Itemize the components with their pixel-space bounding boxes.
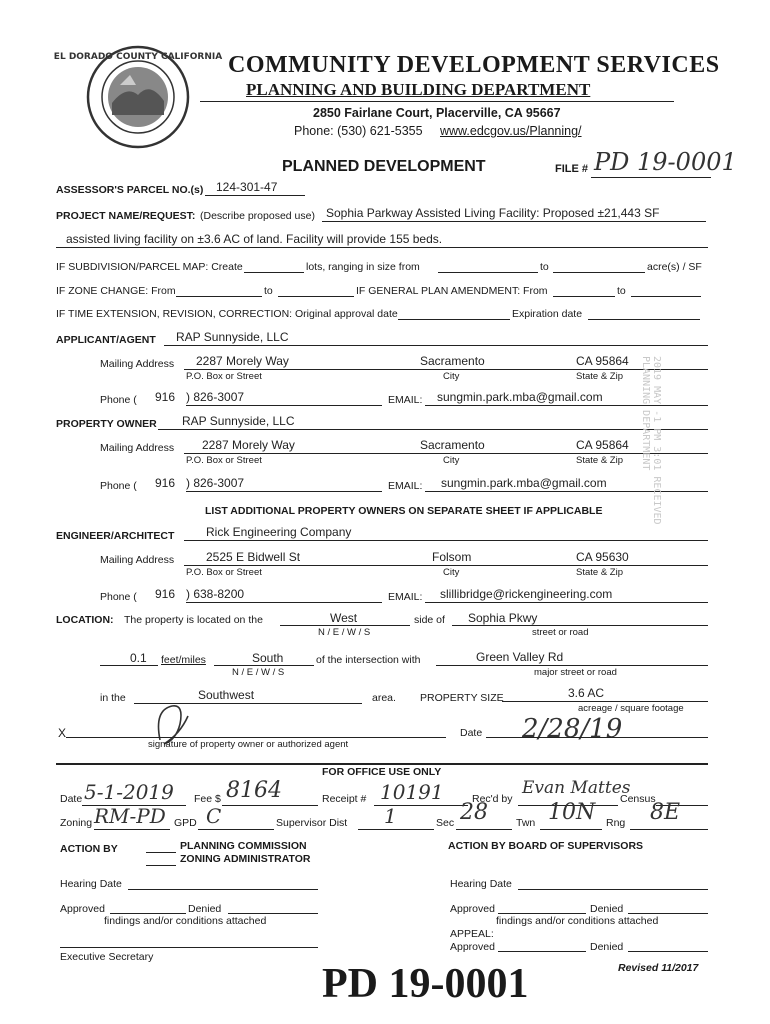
location-road-value[interactable]: Sophia Pkwy	[468, 611, 538, 625]
revised-label: Revised 11/2017	[618, 962, 699, 974]
zoning-administrator-option[interactable]: ZONING ADMINISTRATOR	[180, 853, 311, 865]
location-side-value[interactable]: West	[330, 611, 358, 625]
owner-state-label: State & Zip	[576, 455, 623, 466]
zoning-handwritten: RM-PD	[94, 804, 166, 828]
pc-hearing-date-label: Hearing Date	[60, 878, 122, 890]
department-address: 2850 Fairlane Court, Placerville, CA 95667	[313, 106, 561, 120]
owner-city[interactable]: Sacramento	[420, 438, 485, 452]
owner-state[interactable]: CA 95864	[576, 438, 629, 452]
supervisor-dist-handwritten: 1	[384, 804, 397, 828]
office-date-label: Date	[60, 793, 83, 805]
additional-owners-note: LIST ADDITIONAL PROPERTY OWNERS ON SEPARATE SHEET IF APPLICABLE	[205, 505, 603, 517]
pc-findings-label: findings and/or conditions attached	[104, 915, 267, 927]
board-action-label: ACTION BY BOARD OF SUPERVISORS	[448, 840, 644, 852]
sec-handwritten: 28	[460, 800, 488, 825]
expiration-label: Expiration date	[512, 308, 583, 320]
file-label: FILE #	[555, 163, 589, 175]
side-of-label: side of	[414, 614, 445, 626]
seal-text: EL DORADO COUNTY CALIFORNIA	[53, 52, 223, 62]
engineer-po-label: P.O. Box or Street	[186, 567, 262, 578]
area-value[interactable]: Southwest	[198, 688, 255, 702]
gpd-label: GPD	[174, 817, 197, 829]
applicant-street[interactable]: 2287 Morely Way	[196, 354, 289, 368]
x-mark: X	[58, 726, 67, 740]
area-label: area.	[372, 692, 396, 704]
pc-denied-label: Denied	[188, 903, 222, 915]
in-the-label: in the	[100, 692, 126, 704]
subdivision-unit-label: acre(s) / SF	[647, 261, 702, 273]
appeal-label: APPEAL:	[450, 928, 494, 940]
subdivision-to-label: to	[540, 261, 549, 273]
recd-by-handwritten: Evan Mattes	[522, 778, 631, 798]
engineer-city-label: City	[443, 567, 460, 578]
project-line-2[interactable]: assisted living facility on ±3.6 AC of land. Facility will provide 155 beds.	[66, 232, 443, 246]
owner-label: PROPERTY OWNER	[56, 418, 157, 430]
applicant-phone-label: Phone (	[100, 394, 137, 406]
department-phone: Phone: (530) 621-5355	[294, 124, 423, 138]
engineer-city[interactable]: Folsom	[432, 550, 472, 564]
owner-email[interactable]: sungmin.park.mba@gmail.com	[441, 476, 607, 490]
owner-email-label: EMAIL:	[388, 480, 423, 492]
project-label: PROJECT NAME/REQUEST:	[56, 210, 196, 222]
engineer-email-label: EMAIL:	[388, 591, 423, 603]
signature-date-handwritten[interactable]: 2/28/19	[522, 714, 623, 744]
applicant-state-label: State & Zip	[576, 371, 623, 382]
project-desc-label: (Describe proposed use)	[200, 210, 315, 222]
engineer-area-code[interactable]: 916	[155, 587, 176, 601]
census-label: Census	[620, 793, 656, 805]
pc-approved-label: Approved	[60, 903, 105, 915]
engineer-state-label: State & Zip	[576, 567, 623, 578]
owner-street[interactable]: 2287 Morely Way	[202, 438, 295, 452]
bos-findings-label: findings and/or conditions attached	[496, 915, 659, 927]
property-size-label: PROPERTY SIZE	[420, 692, 504, 704]
engineer-value[interactable]: Rick Engineering Company	[206, 525, 352, 539]
zoning-label: Zoning	[60, 817, 93, 829]
gpa-label: IF GENERAL PLAN AMENDMENT: From	[356, 285, 548, 297]
office-date-handwritten: 5-1-2019	[84, 780, 174, 804]
major-street-label: major street or road	[534, 667, 617, 678]
website-link[interactable]: www.edcgov.us/Planning/	[440, 124, 582, 138]
engineer-email[interactable]: slillibridge@rickengineering.com	[440, 587, 613, 601]
engineer-phone[interactable]: ) 638-8200	[186, 587, 245, 601]
applicant-label: APPLICANT/AGENT	[56, 334, 156, 346]
agency-title: COMMUNITY DEVELOPMENT SERVICES	[228, 52, 720, 78]
applicant-mailing-label: Mailing Address	[100, 358, 175, 370]
applicant-phone[interactable]: ) 826-3007	[186, 390, 245, 404]
applicant-po-label: P.O. Box or Street	[186, 371, 262, 382]
supervisor-dist-label: Supervisor Dist	[276, 817, 348, 829]
subdivision-label: IF SUBDIVISION/PARCEL MAP: Create	[56, 261, 243, 273]
rng-handwritten: 8E	[650, 800, 681, 825]
gpd-handwritten: C	[206, 804, 222, 828]
fee-handwritten: 8164	[226, 778, 282, 803]
owner-mailing-label: Mailing Address	[100, 442, 175, 454]
appeal-approved-label: Approved	[450, 941, 495, 953]
subdivision-range-label: lots, ranging in size from	[306, 261, 420, 273]
project-line-1[interactable]: Sophia Parkway Assisted Living Facility: Proposed ±21,443 SF	[326, 206, 660, 220]
owner-value[interactable]: RAP Sunnyside, LLC	[182, 414, 295, 428]
owner-po-label: P.O. Box or Street	[186, 455, 262, 466]
zone-change-to-label: to	[264, 285, 273, 297]
property-size-value[interactable]: 3.6 AC	[568, 686, 605, 700]
street-or-road-label: street or road	[532, 627, 589, 638]
recd-by-label: Rec'd by	[472, 793, 513, 805]
engineer-phone-label: Phone (	[100, 591, 137, 603]
distance-value[interactable]: 0.1	[130, 651, 147, 665]
department-title: PLANNING AND BUILDING DEPARTMENT	[246, 80, 591, 99]
apn-label: ASSESSOR'S PARCEL NO.(s)	[56, 184, 204, 196]
applicant-state[interactable]: CA 95864	[576, 354, 629, 368]
bos-hearing-date-label: Hearing Date	[450, 878, 512, 890]
planning-commission-option[interactable]: PLANNING COMMISSION	[180, 840, 307, 852]
zone-change-label: IF ZONE CHANGE: From	[56, 285, 176, 297]
owner-phone-label: Phone (	[100, 480, 137, 492]
intersection-label: of the intersection with	[316, 654, 421, 666]
applicant-email-label: EMAIL:	[388, 394, 423, 406]
applicant-area-code[interactable]: 916	[155, 390, 176, 404]
time-extension-label: IF TIME EXTENSION, REVISION, CORRECTION: Original approval date	[56, 308, 398, 320]
receipt-handwritten: 10191	[380, 780, 444, 804]
applicant-city-label: City	[443, 371, 460, 382]
applicant-email[interactable]: sungmin.park.mba@gmail.com	[437, 390, 603, 404]
applicant-value[interactable]: RAP Sunnyside, LLC	[176, 330, 289, 344]
engineer-street[interactable]: 2525 E Bidwell St	[206, 550, 301, 564]
owner-phone[interactable]: ) 826-3007	[186, 476, 245, 490]
engineer-label: ENGINEER/ARCHITECT	[56, 530, 175, 542]
owner-area-code[interactable]: 916	[155, 476, 176, 490]
twn-label: Twn	[516, 817, 536, 829]
form-title: PLANNED DEVELOPMENT	[282, 158, 486, 175]
rng-label: Rng	[606, 817, 626, 829]
action-by-label: ACTION BY	[60, 843, 118, 855]
sec-label: Sec	[436, 817, 455, 829]
direction-nesw-label: N / E / W / S	[232, 667, 285, 678]
location-label: LOCATION:	[56, 614, 114, 626]
acreage-label: acreage / square footage	[578, 703, 684, 714]
engineer-mailing-label: Mailing Address	[100, 554, 175, 566]
twn-handwritten: 10N	[548, 800, 596, 825]
received-stamp: 2019 MAY -1 PM 3:01 RECEIVED PLANNING DEPARTMENT	[640, 356, 662, 525]
receipt-label: Receipt #	[322, 793, 367, 805]
location-nesw-label: N / E / W / S	[318, 627, 371, 638]
bos-denied-label: Denied	[590, 903, 624, 915]
county-seal	[53, 45, 223, 149]
executive-secretary-label: Executive Secretary	[60, 951, 154, 963]
signature-date-label: Date	[460, 727, 483, 739]
applicant-city[interactable]: Sacramento	[420, 354, 485, 368]
location-text: The property is located on the	[124, 614, 263, 626]
feet-miles-label: feet/miles	[161, 654, 206, 666]
bos-approved-label: Approved	[450, 903, 495, 915]
engineer-state[interactable]: CA 95630	[576, 550, 629, 564]
office-use-title: FOR OFFICE USE ONLY	[322, 766, 442, 778]
gpa-to-label: to	[617, 285, 626, 297]
file-number-handwritten: PD 19-0001	[594, 148, 737, 176]
header-rule	[200, 101, 674, 102]
intersection-road-value[interactable]: Green Valley Rd	[476, 650, 564, 664]
direction-value[interactable]: South	[252, 651, 284, 665]
apn-value[interactable]: 124-301-47	[216, 180, 278, 194]
signature-label: signature of property owner or authorized agent	[148, 739, 349, 750]
big-file-number: PD 19-0001	[322, 961, 529, 1007]
owner-city-label: City	[443, 455, 460, 466]
appeal-denied-label: Denied	[590, 941, 624, 953]
fee-label: Fee $	[194, 793, 221, 805]
